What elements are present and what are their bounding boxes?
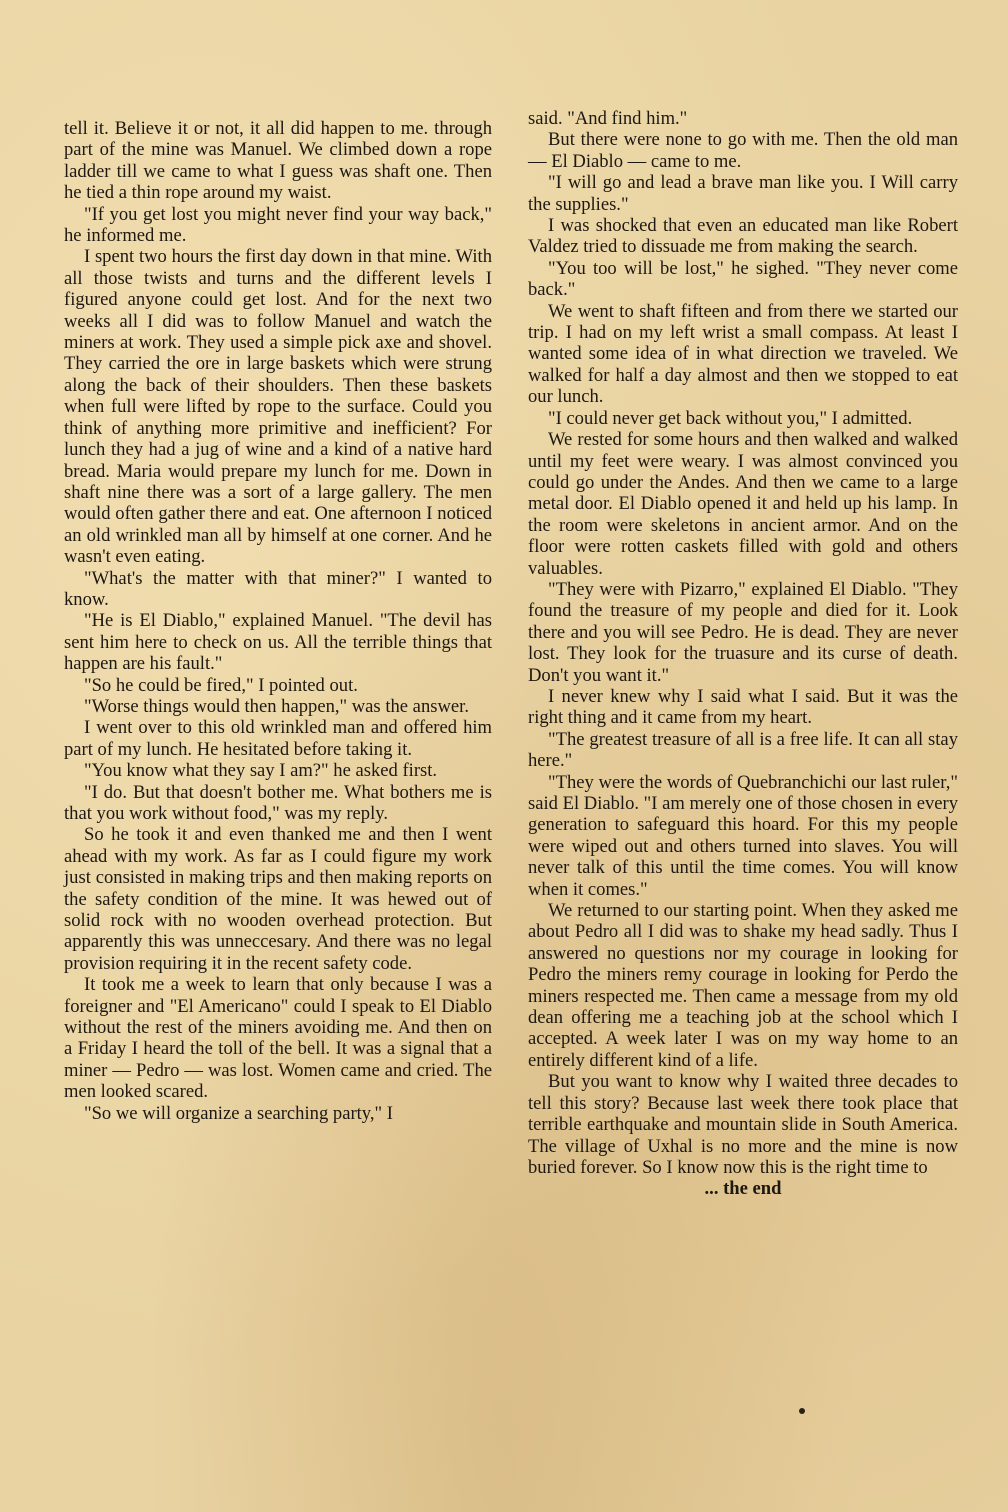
paragraph: We returned to our starting point. When they asked me about Pedro all I did was to shake my head sadly. Thus I answered no questions nor my courage in looking for Pedro the miners remy courage in looking for Perdo the miners respected me. Then came a message from my old dean offering me a teaching job at the school which I accepted. A week later I was on my way home to an entirely different kind of a life. bbox=[528, 900, 958, 1071]
paragraph: It took me a week to learn that only because I was a foreigner and "El Americano" could I speak to El Diablo without the rest of the miners avoiding me. And then on a Friday I heard the toll of the bell. It was a signal that a miner — Pedro — was lost. Women came and cried. The men looked scared. bbox=[64, 974, 492, 1103]
paragraph: "What's the matter with that miner?" I wanted to know. bbox=[64, 567, 492, 610]
paragraph: But you want to know why I waited three decades to tell this story? Because last week there took place that terrible earthquake and mountain slide in South America. The village of Uxhal is no more and the mine is now buried forever. So I know now this is the right time to bbox=[528, 1071, 958, 1178]
paragraph: I was shocked that even an educated man like Robert Valdez tried to dissuade me from making the search. bbox=[528, 215, 958, 258]
paragraph: So he took it and even thanked me and then I went ahead with my work. As far as I could figure my work just consisted in making trips and then making reports on the safety condition of the mine. It was hewed out of solid rock with no wooden overhead protection. But apparently this was unneccesary. And there was no legal provision requiring it in the recent safety code. bbox=[64, 824, 492, 974]
paragraph: I spent two hours the first day down in that mine. With all those twists and turns and the different levels I figured anyone could get lost. And for the next two weeks all I did was to follow Manuel and watch the miners at work. They used a simple pick axe and shovel. They carried the ore in large baskets which were strung along the back of their shoulders. Then these baskets when full were lifted by rope to the surface. Could you think of anything more primitive and inefficient? For lunch they had a jug of wine and a kind of a native hard bread. Maria would prepare my lunch for me. Down in shaft nine there was a sort of a large gallery. The men would often gather there and eat. One afternoon I noticed an old wrinkled man all by himself at one corner. And he wasn't even eating. bbox=[64, 246, 492, 568]
paragraph: "Worse things would then happen," was the answer. bbox=[84, 695, 469, 717]
paragraph: We rested for some hours and then walked and walked until my feet were weary. I was almost convinced you could go under the Andes. And then we came to a large metal door. El Diablo opened it and held up his lamp. In the room were skeletons in ancient armor. And on the floor were rotten caskets filled with gold and others valuables. bbox=[528, 429, 958, 579]
paragraph: We went to shaft fifteen and from there we started our trip. I had on my left wrist a small compass. At least I wanted some idea of in what direction we traveled. We walked for half a day almost and then we stopped to eat our lunch. bbox=[528, 300, 958, 408]
paragraph: "I could never get back without you," I admitted. bbox=[548, 407, 913, 429]
paragraph: I went over to this old wrinkled man and offered him part of my lunch. He hesitated before taking it. bbox=[64, 717, 492, 760]
paragraph: "He is El Diablo," explained Manuel. "The devil has sent him here to check on us. All the terrible things that happen are his fault." bbox=[64, 610, 492, 675]
paragraph: "The greatest treasure of all is a free life. It can all stay here." bbox=[528, 728, 958, 772]
paragraph: "They were the words of Quebranchichi our last ruler," said El Diablo. "I am merely one of those chosen in every generation to safeguard this hoard. For this my people were wiped out and others turned into slaves. You will never talk of this until the time comes. You will know when it comes." bbox=[528, 771, 958, 900]
paragraph: tell it. Believe it or not, it all did happen to me. through part of the mine was Manuel. We climbed down a rope ladder till we came to what I guess was shaft one. Then he tied a thin rope around my waist. bbox=[64, 118, 492, 204]
paragraph: "I do. But that doesn't bother me. What bothers me is that you work without food," was my reply. bbox=[64, 781, 492, 824]
paragraph: But there were none to go with me. Then the old man— El Diablo — came to me. bbox=[528, 129, 958, 172]
paragraph: "They were with Pizarro," explained El Diablo. "They found the treasure of my people and died for it. Look there and you will see Pedro. He is dead. They are never lost. They look for the truasure and its curse of death. Don't you want it." bbox=[528, 578, 958, 686]
the-end-label: ... the end bbox=[704, 1178, 782, 1200]
left-text-column bbox=[64, 118, 492, 1124]
paragraph: "So we will organize a searching party," I bbox=[84, 1102, 393, 1124]
paragraph: "You too will be lost," he sighed. "They never come back." bbox=[528, 257, 958, 301]
paragraph: "If you get lost you might never find your way back," he informed me. bbox=[64, 203, 492, 247]
paragraph: "You know what they say I am?" he asked first. bbox=[84, 760, 438, 782]
paragraph: I never knew why I said what I said. But it was the right thing and it came from my heart. bbox=[528, 685, 958, 729]
paragraph: said. "And find him." bbox=[528, 108, 688, 129]
right-text-column bbox=[528, 108, 958, 1200]
ink-dot bbox=[799, 1408, 805, 1414]
paragraph: "I will go and lead a brave man like you. I Will carry the supplies." bbox=[528, 172, 958, 215]
paragraph: "So he could be fired," I pointed out. bbox=[84, 674, 358, 696]
